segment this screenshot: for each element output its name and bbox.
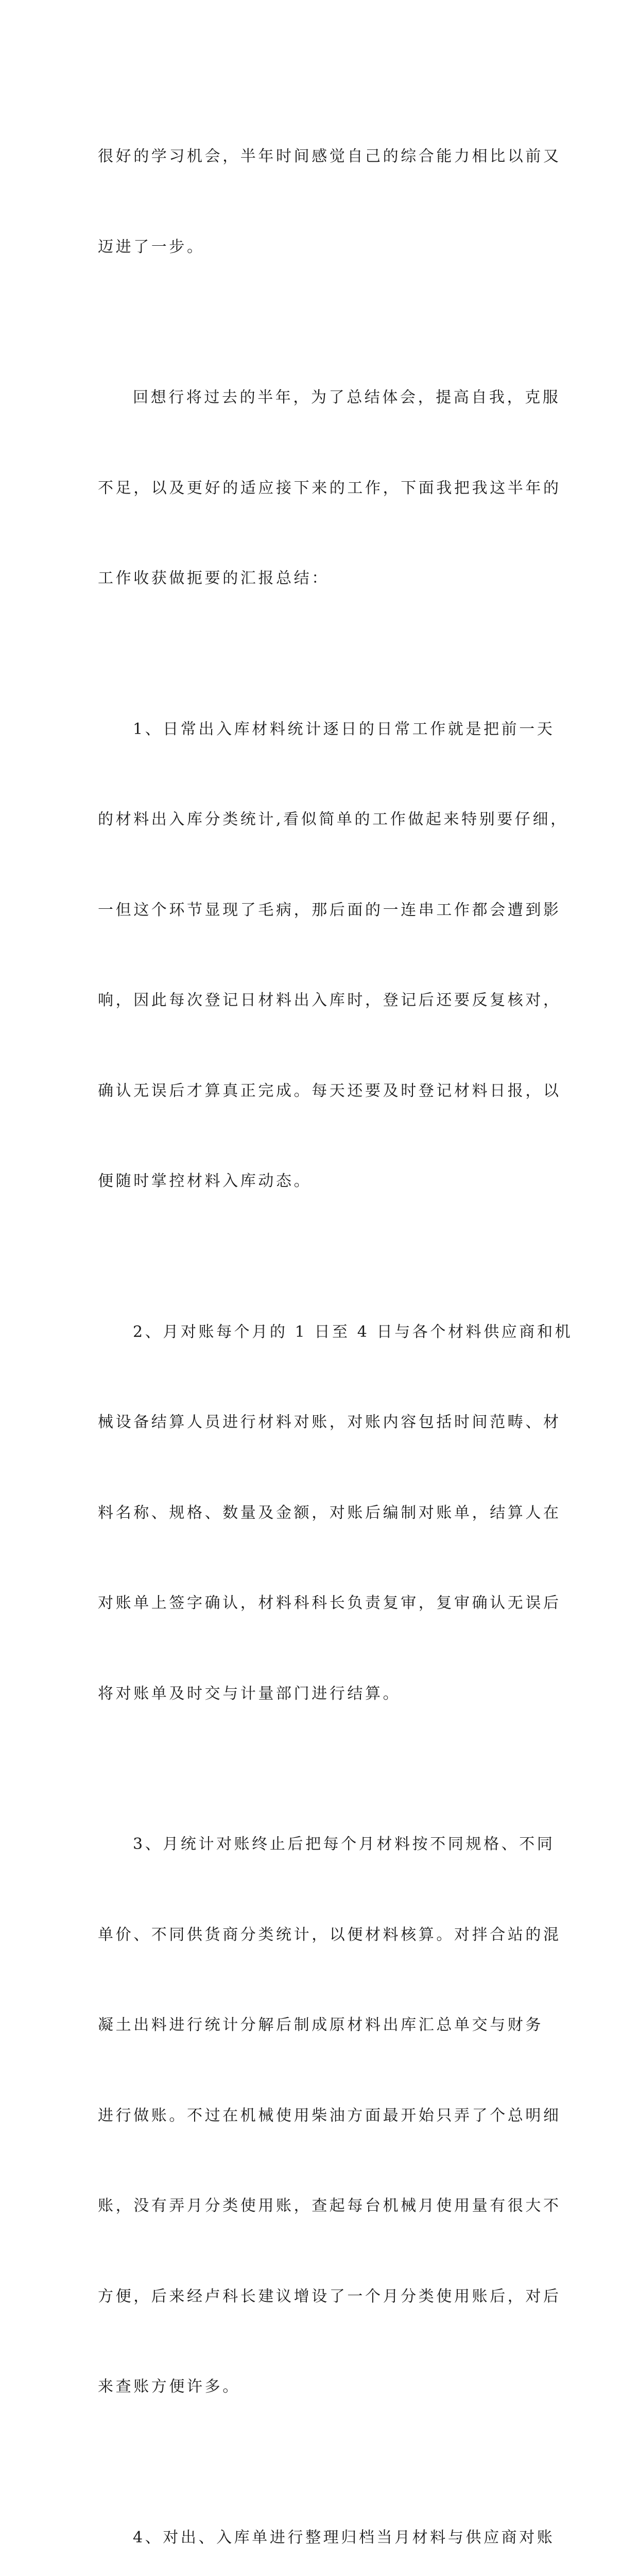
paragraph-line: 单价、不同供货商分类统计，以便材料核算。对拌合站的混 — [98, 1920, 542, 1951]
paragraph-line: 账，没有弄月分类使用账，查起每台机械月使用量有很大不 — [98, 2191, 542, 2222]
paragraph-4 — [98, 1257, 542, 1770]
paragraph-line: 2、月对账每个月的 1 日至 4 日与各个材料供应商和机 — [98, 1317, 542, 1348]
document-page — [0, 0, 639, 904]
paragraph-line: 1、日常出入库材料统计逐日的日常工作就是把前一天 — [98, 715, 542, 745]
paragraph-line: 来查账方便许多。 — [98, 2372, 542, 2402]
paragraph-line: 便随时掌控材料入库动态。 — [98, 1166, 542, 1197]
paragraph-line: 进行做账。不过在机械使用柴油方面最开始只弄了个总明细 — [98, 2101, 542, 2131]
paragraph-line: 3、月统计对账终止后把每个月材料按不同规格、不同 — [98, 1829, 542, 1860]
paragraph-line: 很好的学习机会，半年时间感觉自己的综合能力相比以前又 — [98, 142, 542, 172]
paragraph-line: 工作收获做扼要的汇报总结： — [98, 564, 542, 594]
paragraph-line: 方便，后来经卢科长建议增设了一个月分类使用账后，对后 — [98, 2282, 542, 2312]
paragraph-line: 4、对出、入库单进行整理归档当月材料与供应商对账 — [98, 2523, 542, 2553]
paragraph-line: 凝土出料进行统计分解后制成原材料出库汇总单交与财务 — [98, 2010, 542, 2041]
paragraph-line: 回想行将过去的半年，为了总结体会，提高自我，克服 — [98, 383, 542, 413]
paragraph-line: 料名称、规格、数量及金额，对账后编制对账单，结算人在 — [98, 1498, 542, 1529]
paragraph-line: 迈进了一步。 — [98, 232, 542, 263]
paragraph-line: 确认无误后才算真正完成。每天还要及时登记材料日报，以 — [98, 1076, 542, 1107]
paragraph-2 — [98, 323, 542, 654]
paragraph-line: 对账单上签字确认，材料科科长负责复审，复审确认无误后 — [98, 1588, 542, 1619]
paragraph-line: 不足，以及更好的适应接下来的工作，下面我把我这半年的 — [98, 473, 542, 504]
paragraph-6 — [98, 2463, 542, 2576]
paragraph-3 — [98, 654, 542, 1257]
paragraph-line: 响，因此每次登记日材料出入库时，登记后还要反复核对， — [98, 986, 542, 1016]
paragraph-line: 将对账单及时交与计量部门进行结算。 — [98, 1679, 542, 1709]
paragraph-line: 的材料出入库分类统计,看似简单的工作做起来特别要仔细， — [98, 805, 542, 835]
paragraph-line: 一但这个环节显现了毛病，那后面的一连串工作都会遭到影 — [98, 895, 542, 926]
paragraph-line: 械设备结算人员进行材料对账，对账内容包括时间范畴、材 — [98, 1408, 542, 1438]
paragraph-1 — [98, 81, 542, 323]
paragraph-5 — [98, 1769, 542, 2463]
document-body — [98, 81, 542, 2576]
